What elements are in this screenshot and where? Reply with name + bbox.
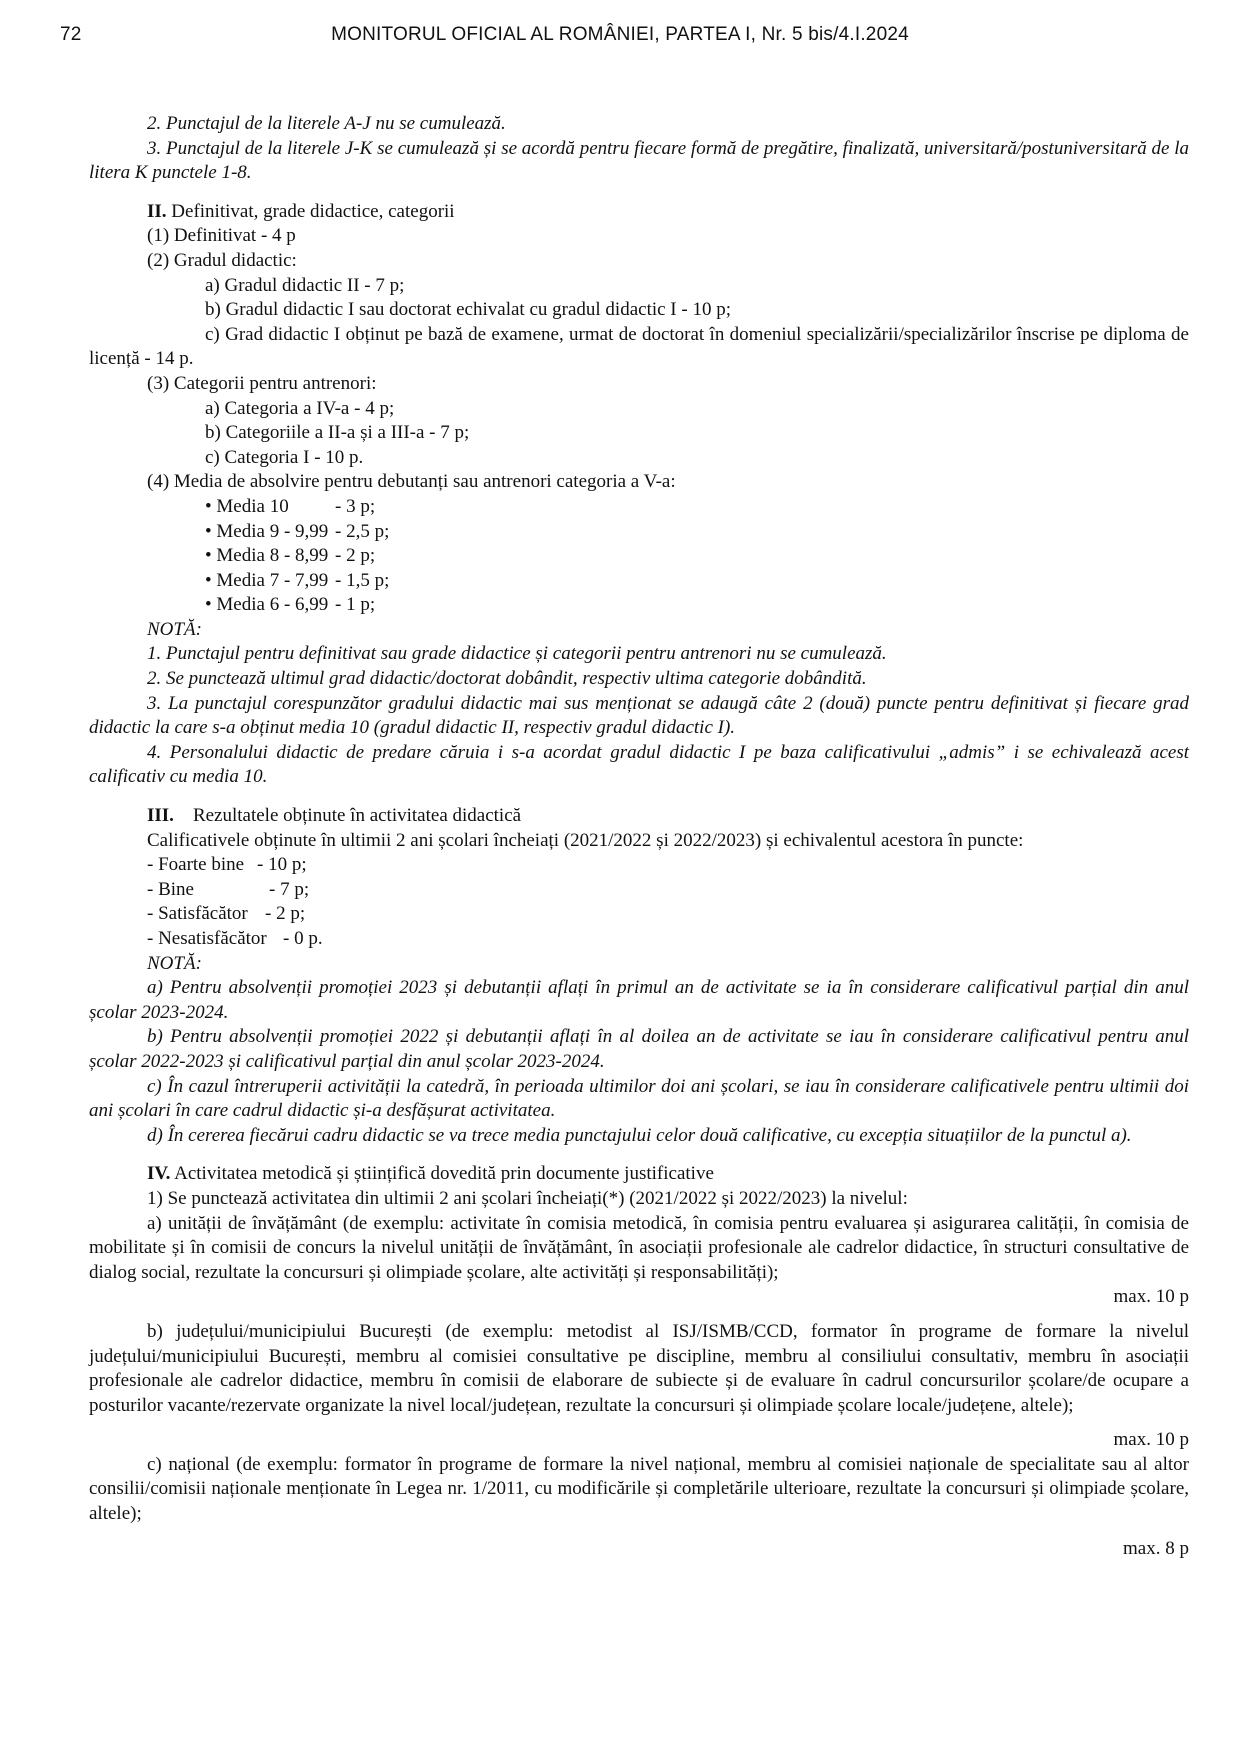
note: a) Pentru absolvenții promoției 2023 și debutanții aflați în primul an de activitate se ia în considerare calificativul parțial din anul școlar 2023-2024.	[89, 977, 1189, 1023]
media-row	[205, 544, 1189, 569]
media-table	[89, 495, 1189, 618]
document-body	[89, 112, 1189, 1561]
note: b) Pentru absolvenții promoției 2022 și debutanții aflați în al doilea an de activitate se iau în considerare calificativul pentru anul școlar 2022-2023 și calificativul parțial din anul școlar 2023-2024.	[89, 1026, 1189, 1072]
note-label: NOTĂ:	[147, 952, 202, 974]
media-range: • Media 7 - 7,99	[205, 569, 329, 591]
media-range: • Media 10	[205, 495, 289, 517]
subitem: b) Gradul didactic I sau doctorat echivalat cu gradul didactic I - 10 p;	[205, 299, 731, 321]
subitem: a) Gradul didactic II - 7 p;	[205, 274, 405, 296]
rating-points: - 0 p.	[283, 928, 323, 949]
rating-label: - Bine	[147, 878, 194, 900]
note-label: NOTĂ:	[147, 618, 202, 640]
gazette-title: MONITORUL OFICIAL AL ROMÂNIEI, PARTEA I, Nr. 5 bis/4.I.2024	[331, 24, 909, 45]
media-points: - 2 p;	[335, 545, 376, 567]
note: 1. Punctajul pentru definitivat sau grade didactice și categorii pentru antrenori nu se cumulează.	[147, 643, 887, 665]
media-points: - 2,5 p;	[335, 520, 390, 542]
rating-row	[147, 927, 1189, 952]
section-heading	[89, 804, 1189, 829]
media-points: - 1 p;	[335, 594, 376, 616]
rating-label: - Foarte bine	[147, 854, 245, 876]
media-range: • Media 9 - 9,99	[205, 520, 329, 542]
section-title: Activitatea metodică și științifică dovedită prin documente justificative	[174, 1163, 714, 1185]
activity-item: c) național (de exemplu: formator în programe de formare la nivel național, membru al comisiei naționale de specialitate sau al altor consilii/comisii naționale menționate în Legea nr. 1/2011, cu modificările și completările ulterioare, rezultate la concursuri și olimpiade școlare, altele);	[89, 1453, 1189, 1525]
max-points: max. 8 p	[1123, 1537, 1189, 1559]
section-heading	[89, 200, 1189, 225]
rating-points: - 2 p;	[265, 903, 306, 925]
media-range: • Media 8 - 8,99	[205, 545, 329, 567]
note: c) În cazul întreruperii activității la catedră, în perioada ultimilor doi ani școlari, se iau în considerare calificativele pentru ultimii doi ani școlari în care cadrul didactic și-a desfășurat activitatea.	[89, 1075, 1189, 1122]
rating-points: - 10 p;	[257, 854, 307, 876]
note: 3. La punctajul corespunzător gradului didactic mai sus menționat se adaugă câte 2 (două) puncte pentru definitivat și fiecare grad didactic la care s-a obținut media 10 (gradul didactic II, respectiv gradul didactic I).	[89, 692, 1189, 739]
media-range: • Media 6 - 6,99	[205, 594, 329, 616]
max-points: max. 10 p	[1113, 1429, 1189, 1451]
rating-label: - Satisfăcător	[147, 903, 248, 925]
section-title: Definitivat, grade didactice, categorii	[171, 200, 455, 222]
media-row	[205, 520, 1189, 545]
note: d) În cererea fiecărui cadru didactic se va trece media punctajului celor două calificative, cu excepția situațiilor de la punctul a).	[147, 1124, 1132, 1146]
intro-note-2: 2. Punctajul de la literele A-J nu se cumulează.	[147, 113, 506, 134]
section-ii	[89, 200, 1189, 790]
media-row	[205, 569, 1189, 594]
intro-note-3: 3. Punctajul de la literele J-K se cumulează și se acordă pentru fiecare formă de pregătire, finalizată, universitară/postuniversitară de la litera K punctele 1-8.	[89, 137, 1189, 184]
rating-row	[147, 853, 1189, 878]
page-number: 72	[60, 24, 82, 45]
section-heading	[89, 1162, 1189, 1187]
subitem: b) Categoriile a II-a și a III-a - 7 p;	[205, 422, 470, 444]
item-definitivat: (1) Definitivat - 4 p	[147, 225, 296, 247]
note: 2. Se punctează ultimul grad didactic/doctorat dobândit, respectiv ultima categorie dobândită.	[147, 668, 867, 690]
rating-row	[147, 902, 1189, 927]
rating-points: - 7 p;	[269, 878, 310, 900]
item-categorii-antrenori: (3) Categorii pentru antrenori:	[147, 372, 377, 394]
section-iv	[89, 1162, 1189, 1561]
media-row	[205, 495, 1189, 520]
note: 4. Personalului didactic de predare căruia i s-a acordat gradul didactic I pe baza calificativului „admis” i se echivalează acest calificativ cu media 10.	[89, 741, 1189, 788]
section-intro: Calificativele obținute în ultimii 2 ani școlari încheiați (2021/2022 și 2022/2023) și echivalentul acestora în puncte:	[147, 829, 1024, 851]
activity-item: b) județului/municipiului București (de exemplu: metodist al ISJ/ISMB/CCD, formator în programe de formare la nivelul județului/municipiului București, membru al comisiei consultative pe discipline, membru al consiliului consultativ, membru în asociații profesionale ale cadrelor didactice, membru în comisii de elaborare de subiecte și de evaluare în cadrul concursurilor școlare/de ocupare a posturilor vacante/rezervate organizate la nivel local/județean, rezultate la concursuri și olimpiade școlare locale/județene, altele);	[89, 1320, 1189, 1416]
max-points: max. 10 p	[1113, 1286, 1189, 1308]
item-media-absolvire: (4) Media de absolvire pentru debutanți sau antrenori categoria a V-a:	[147, 471, 676, 493]
section-intro: 1) Se punctează activitatea din ultimii 2 ani școlari încheiați(*) (2021/2022 și 2022/2023) la nivelul:	[147, 1187, 908, 1209]
activity-item: a) unității de învățământ (de exemplu: activitate în comisia metodică, în comisia pentru evaluarea și asigurarea calității, în comisia de mobilitate și în comisii de concurs la nivelul unității de învățământ, în asociații profesionale ale cadrelor didactice, în structuri consultative de dialog social, rezultate la concursuri și olimpiade școlare, alte activități și responsabilități);	[89, 1212, 1189, 1283]
subitem: c) Grad didactic I obținut pe bază de examene, urmat de doctorat în domeniul specializării/specializărilor înscrise pe diploma de licență - 14 p.	[89, 323, 1189, 370]
subitem: c) Categoria I - 10 p.	[205, 446, 364, 468]
media-points: - 1,5 p;	[335, 569, 390, 591]
page-header	[0, 22, 1240, 52]
section-numeral: III.	[147, 805, 174, 827]
section-title: Rezultatele obținute în activitatea didactică	[192, 805, 522, 827]
media-points: - 3 p;	[335, 495, 376, 517]
rating-row	[147, 878, 1189, 903]
section-numeral: II.	[147, 200, 167, 222]
media-row	[205, 593, 1189, 618]
rating-label: - Nesatisfăcător	[147, 928, 267, 949]
section-numeral: IV.	[147, 1163, 171, 1185]
ratings-table	[89, 853, 1189, 951]
subitem: a) Categoria a IV-a - 4 p;	[205, 397, 395, 419]
section-iii	[89, 804, 1189, 1148]
item-gradul-didactic: (2) Gradul didactic:	[147, 249, 297, 271]
